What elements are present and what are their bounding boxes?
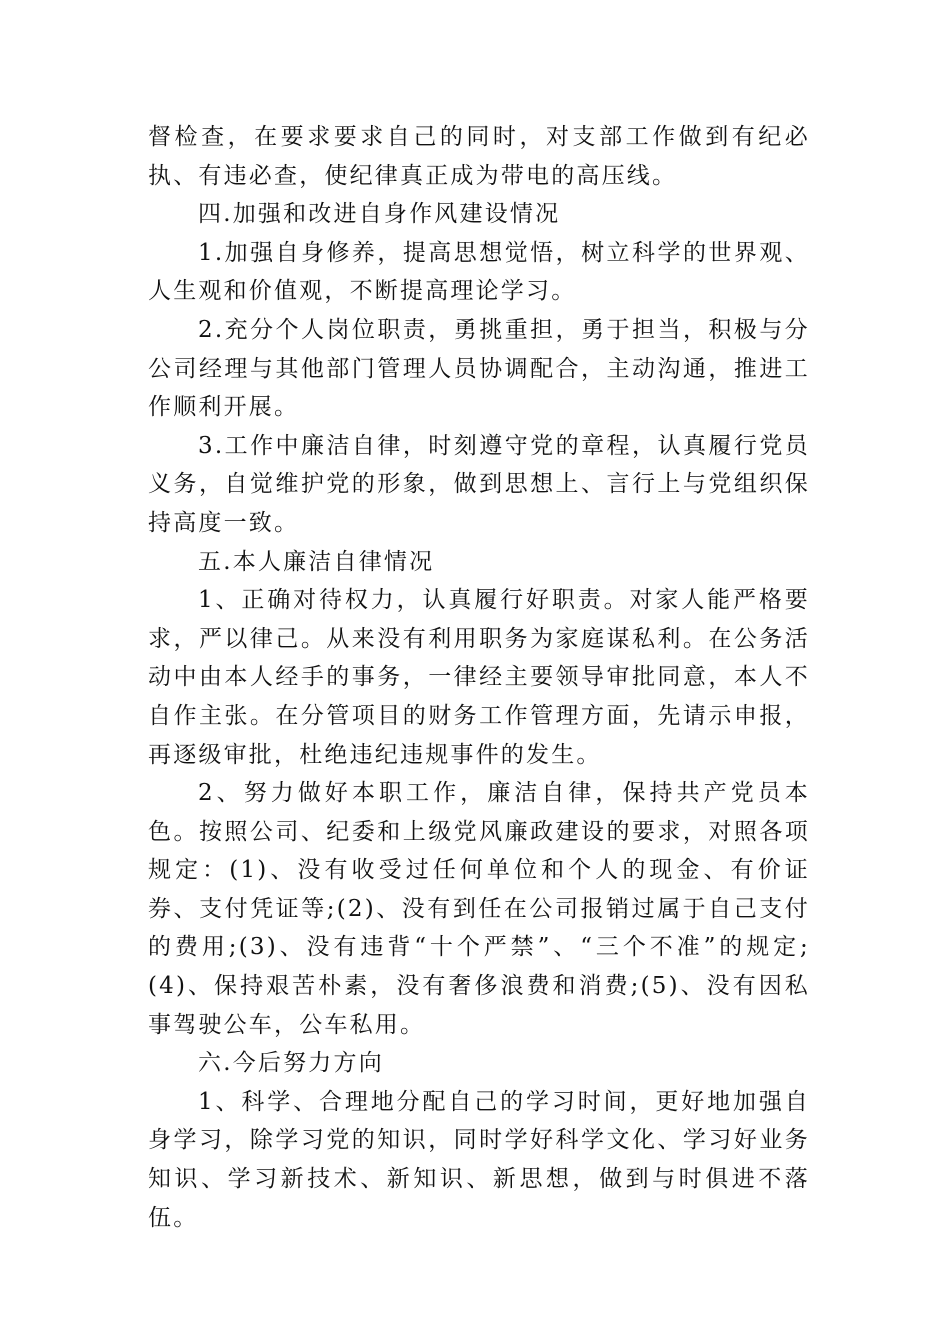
section-heading-4: 四.加强和改进自身作风建设情况 — [198, 201, 561, 228]
paragraph-4-2: 2.充分个人岗位职责，勇挑重担，勇于担当，积极与分公司经理与其他部门管理人员协调配合，主动沟通，推进工作顺利开展。 — [148, 316, 810, 421]
section-heading-6: 六.今后努力方向 — [198, 1050, 384, 1077]
paragraph-4-1: 1.加强自身修养，提高思想觉悟，树立科学的世界观、人生观和价值观，不断提高理论学习。 — [148, 239, 810, 305]
paragraph-6-1: 1、科学、合理地分配自己的学习时间，更好地加强自身学习，除学习党的知识，同时学好科学文化、学习好业务知识、学习新技术、新知识、新思想，做到与时俱进不落伍。 — [148, 1088, 810, 1231]
paragraph-continuation: 督检查，在要求要求自己的同时，对支部工作做到有纪必执、有违必查，使纪律真正成为带电的高压线。 — [148, 124, 810, 189]
paragraph-5-2: 2、努力做好本职工作，廉洁自律，保持共产党员本色。按照公司、纪委和上级党风廉政建设的要求，对照各项规定：(1)、没有收受过任何单位和个人的现金、有价证券、支付凭证等;(2)、没有到任在公司报销过属于自己支付的费用;(3)、没有违背“十个严禁”、“三个不准”的规定;(4)、保持艰苦朴素，没有奢侈浪费和消费;(5)、没有因私事驾驶公车，公车私用。 — [148, 780, 810, 1038]
document-body — [148, 118, 810, 1237]
paragraph-5-1: 1、正确对待权力，认真履行好职责。对家人能严格要求，严以律己。从来没有利用职务为家庭谋私利。在公务活动中由本人经手的事务，一律经主要领导审批同意，本人不自作主张。在分管项目的财务工作管理方面，先请示申报，再逐级审批，杜绝违纪违规事件的发生。 — [148, 587, 810, 768]
paragraph-4-3: 3.工作中廉洁自律，时刻遵守党的章程，认真履行党员义务，自觉维护党的形象，做到思想上、言行上与党组织保持高度一致。 — [148, 432, 810, 536]
section-heading-5: 五.本人廉洁自律情况 — [198, 548, 435, 575]
